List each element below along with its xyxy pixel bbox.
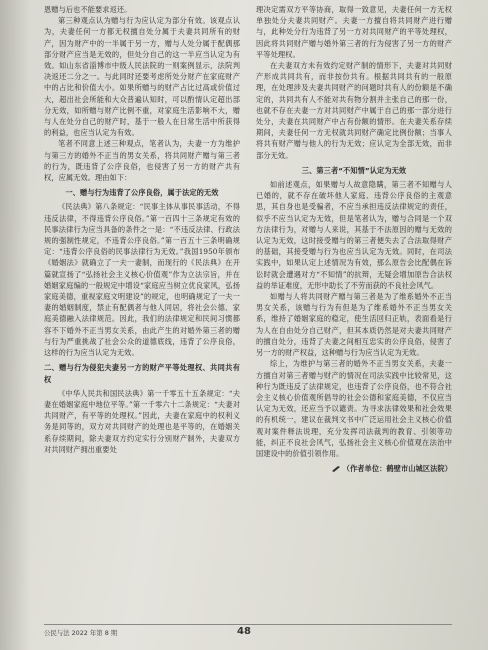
left-column [44, 4, 240, 455]
right-column [256, 4, 452, 474]
right-paragraphs-before-heading3 [256, 4, 452, 161]
paragraph: 如赠与人将共同财产赠与第三者是为了维系婚外不正当男女关系，该赠与行为有但是为了维系婚外不正当男女关系，维持了婚姻家庭的稳定，使生活回归正轨，表面看是行为人在自由处分自己财产，但其本质仍然是对夫妻共同财产的擅自处分，违背了夫妻之间相互忠实的公序良俗，侵害了另一方的财产权益，这种赠与行为应当认定为无效。 [256, 292, 452, 358]
author-affiliation [256, 463, 452, 474]
page-shadow [0, 0, 30, 650]
heading-3: 三、第三者“不知情”认定为无效 [301, 165, 407, 175]
paragraph: 《中华人民共和国民法典》第一千零五十五条规定：“夫妻在婚姻家庭中地位平等。”第一千零六十二条规定：“夫妻对共同财产，有平等的处理权。”因此，夫妻在家庭中的权利义务是同等的，双方对共同财产的处理也是平等的，在婚姻关系存续期间，除夫妻双方约定实行分别财产制外，夫妻双方对共同财产拥出重要处 [44, 388, 240, 454]
footer-divider [44, 624, 452, 625]
paragraph: 《民法典》第八条规定：“民事主体从事民事活动，不得违反法律，不得违背公序良俗。”第一百四十三条规定有效的民事法律行为应当具备的条件之一是：“不违反法律、行政法规的强制性规定，不违背公序良俗。”第一百五十三条明确规定：“违背公序良俗的民事法律行为无效。”我国1950年颁布《婚姻法》就确立了一夫一妻制，而现行的《民法典》在开篇就宣扬了“弘扬社会主义核心价值观”作为立法宗旨，并在婚姻家庭编的一般规定中增设“家庭应当树立优良家风，弘扬家庭美德，重视家庭文明建设”的规定，也明确规定了一夫一妻的婚姻制度，禁止有配偶者与他人同居，将社会公德、家庭美德融入法律规范。因此，我们的法律规定和民间习惯都容不下婚外不正当男女关系，由此产生的对婚外第三者的赠与行为严重挑战了社会公众的道德底线，违背了公序良俗，这样的行为应当认定为无效。 [44, 202, 240, 358]
left-paragraphs-after-heading1 [44, 201, 240, 358]
paragraph: 理决定需双方平等协商，取得一致意见，夫妻任何一方无权单独处分夫妻共同财产。夫妻一方擅自将共同财产进行赠与，此种处分行为违背了另一方对共同财产的平等处理权，因此将共同财产赠与婚外第三者的行为侵害了另一方的财产平等处理权。 [256, 5, 452, 59]
paragraph: 恩赠与后也不能要求返还。 [44, 5, 132, 14]
author-text: （作者单位：鹤壁市山城区法院） [342, 464, 452, 474]
paragraph: 在夫妻双方未有效约定财产制的情形下，夫妻对共同财产形成共同共有，而非按份共有。根据共同共有的一般原理，在处理涉及夫妻共同财产的问题时共有人的份额是不确定的，共同共有人不能对共有物分割并主张自己的那一份，也就不存在夫妻一方对共同财产中属于自己的那一部分进行处分，夫妻在共同财产中占有份额的情形。在夫妻关系存续期间，夫妻任何一方无权就共同财产确定比例份额；当事人将共有财产赠与他人的行为无效；应认定为全部无效，而非部分无效。 [256, 61, 452, 160]
left-paragraphs-before-heading1 [44, 4, 240, 183]
page-number: 48 [237, 626, 251, 637]
right-paragraphs-after-heading3 [256, 179, 452, 459]
pen-icon [332, 466, 340, 472]
paragraph: 笔者不同意上述三种观点，笔者认为，夫妻一方为维护与第三方的婚外不正当的男女关系，将共同财产赠与第三者的行为，既违背了公序良俗，也侵害了另一方的财产共有权，应属无效。理由如下： [44, 139, 240, 183]
left-paragraphs-after-heading2 [44, 388, 240, 455]
heading-1: 一、赠与行为违背了公序良俗，属于法定的无效 [65, 188, 219, 198]
paragraph: 综上，为维护与第三者的婚外不正当男女关系，夫妻一方擅自对第三者赠与财产的情况在司法实践中比较常见，这种行为既违反了法律规定，也违背了公序良俗，也不符合社会主义核心价值观所倡导的社会公德和家庭美德，不仅应当认定为无效，还应当予以谴责。为寻求法律效果和社会效果的有机统一，建议在裁判文书中广泛运用社会主义核心价值观对案件释法说理，充分发挥司法裁判的教育、引领等功能，纠正不良社会风气，弘扬社会主义核心价值观在法治中国建设中的价值引领作用。 [256, 359, 452, 458]
paragraph: 第三种观点认为赠与行为应认定为部分有效。该观点认为，夫妻任何一方都无权擅自处分属于夫妻共同所有的财产，因为财产中的一半属于另一方，赠与人处分属于配偶那部分财产应当是无效的，但处分自己的这一半应当认定为有效。如山东省淄博市中级人民法院的一则案例显示，法院判决返还二分之一。与此同时还要考虑所处分财产在家庭财产中的占比和价值大小。如果所赠与的财产占比过高或价值过大，超出社会所能和大众普遍认知时，可以酌情认定超出部分无效，如所赠与财产比例不重，对家庭生活影响不大，赠与人在处分自己的财产时，基于一般人在日常生活中所获得的利益，也应当认定为有效。 [44, 16, 240, 138]
journal-info: 公民与法 2022 年第 8 期 [44, 629, 118, 637]
paragraph: 如前述观点，如果赠与人故意隐瞒，第三者不知赠与人已婚的，就不存在破坏他人家庭、违背公序良俗的主观意思，其自身也是受骗者，不应当承担违反法律规定的责任，似乎不应当认定为无效，但是笔者认为，赠与合同是一个双方法律行为，对赠与人来说，其基于不法原因的赠与无效的认定为无效，这时接受赠与的第三者便失去了合法取得财产的基础，其接受赠与行为也应当认定为无效。同时，在司法实践中，如果认定上述情况为有效，那么原告会比配偶在诉讼时就会遭遇对方“不知情”的抗辩，无疑会增加原告合法权益的举证难度，无形中助长了不劳而获的不良社会风气。 [256, 180, 452, 290]
heading-2: 二、赠与行为侵犯夫妻另一方的财产平等处理权、共同共有权 [44, 363, 240, 384]
